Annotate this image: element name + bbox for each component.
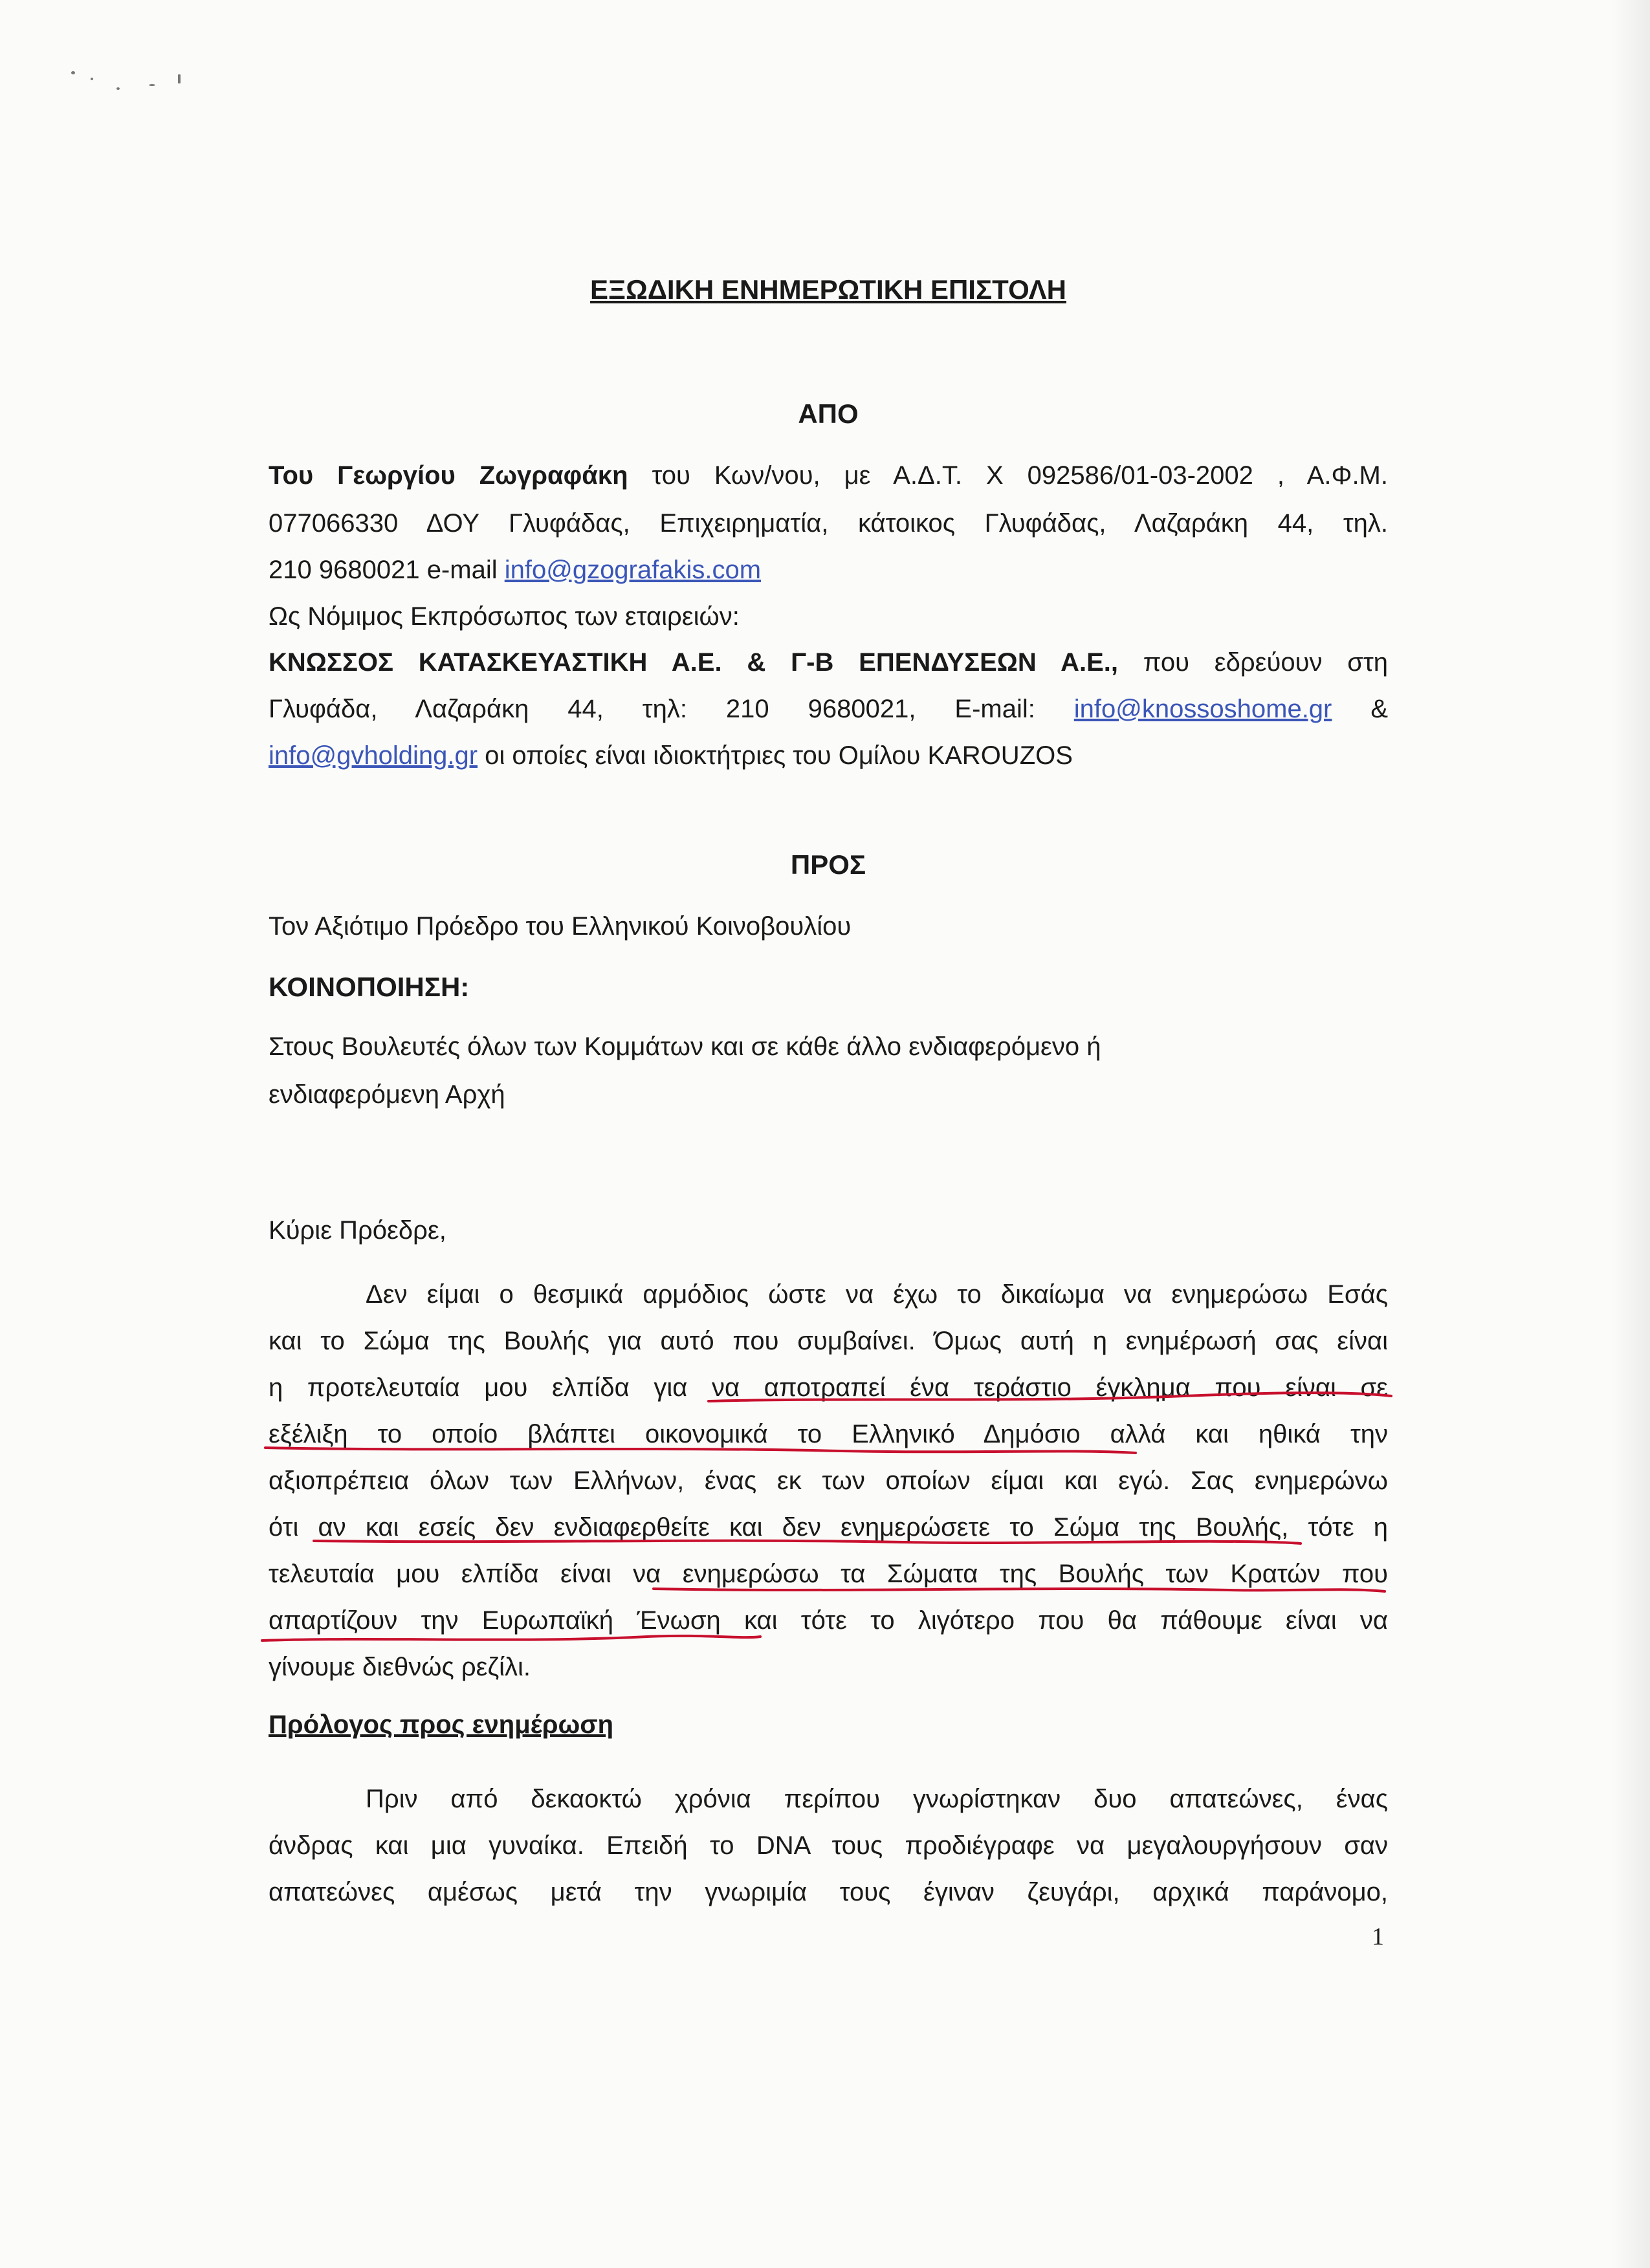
gvholding-email-link[interactable]: info@gvholding.gr [269,741,478,770]
cc-line-2: ενδιαφερόμενη Αρχή [269,1080,505,1109]
sender-line-1 [269,457,1388,494]
cc-line-1: Στους Βουλευτές όλων των Κομμάτων και σε κάθε άλλο ενδιαφερόμενο ή [269,1032,1101,1061]
scan-edge-shadow [1611,0,1650,2268]
company-names: ΚΝΩΣΣΟΣ ΚΑΤΑΣΚΕΥΑΣΤΙΚΗ Α.Ε. & Γ-Β ΕΠΕΝΔΥΣΕΩΝ Α.Ε., [269,648,1118,677]
sender-name: Του Γεωργίου Ζωγραφάκη [269,461,628,490]
sender-line-5 [269,644,1388,681]
body-line-2: και το Σώμα της Βουλής για αυτό που συμβαίνει. Όμως αυτή η ενημέρωσή σας είναι [269,1327,1388,1355]
sender-line-6 [269,691,1388,727]
body-line-7: τελευταία μου ελπίδα είναι να ενημερώσω τα Σώματα της Βουλής των Κρατών που [269,1560,1388,1588]
sender-email-link[interactable]: info@gzografakis.com [504,556,762,584]
section-heading: Πρόλογος προς ενημέρωση [269,1710,614,1739]
sender-line-3 [269,552,1388,588]
body-line-8: απαρτίζουν την Ευρωπαϊκή Ένωση και τότε το λιγότερο που θα πάθουμε είναι να [269,1606,1388,1635]
ampersand: & [1332,695,1389,723]
recipient: Τον Αξιότιμο Πρόεδρο του Ελληνικού Κοινοβουλίου [269,912,852,941]
cc-heading: ΚΟΙΝΟΠΟΙΗΣΗ: [269,972,470,1002]
body-line-6: ότι αν και εσείς δεν ενδιαφερθείτε και δεν ενημερώσετε το Σώμα της Βουλής, τότε η [269,1513,1388,1542]
company-seat: που εδρεύουν στη [1117,648,1389,677]
body-line-9: γίνουμε διεθνώς ρεζίλι. [269,1653,531,1681]
body-line-3: η προτελευταία μου ελπίδα για να αποτραπεί ένα τεράστιο έγκλημα που είναι σε [269,1373,1388,1402]
section-line-2: άνδρας και μια γυναίκα. Επειδή το DNA τους προδιέγραφε να μεγαλουργήσουν σαν [269,1831,1388,1860]
sender-details: του Κων/νου, με Α.Δ.Τ. Χ 092586/01-03-2002 , Α.Φ.Μ. [628,461,1388,490]
page-number: 1 [1372,1923,1384,1950]
from-heading: ΑΠΟ [798,398,859,429]
section-line-3: απατεώνες αμέσως μετά την γνωριμία τους έγιναν ζευγάρι, αρχικά παράνομο, [269,1878,1388,1906]
letter-title: ΕΞΩΔΙΚΗ ΕΝΗΜΕΡΩΤΙΚΗ ΕΠΙΣΤΟΛΗ [590,274,1066,305]
sender-line-4: Ως Νόμιμος Εκπρόσωπος των εταιρειών: [269,602,740,631]
group-ownership: οι οποίες είναι ιδιοκτήτριες του Ομίλου KAROUZOS [478,741,1073,770]
sender-line-2: 077066330 ΔΟΥ Γλυφάδας, Επιχειρηματία, κάτοικος Γλυφάδας, Λαζαράκη 44, τηλ. [269,509,1388,538]
to-heading: ΠΡΟΣ [790,849,866,880]
knossos-email-link[interactable]: info@knossoshome.gr [1073,695,1332,723]
body-line-1: Δεν είμαι ο θεσμικά αρμόδιος ώστε να έχω το δικαίωμα να ενημερώσω Εσάς [366,1280,1388,1309]
company-contact: Γλυφάδα, Λαζαράκη 44, τηλ: 210 9680021, E-mail: [269,695,1074,723]
body-line-4: εξέλιξη το οποίο βλάπτει οικονομικά το Ελληνικό Δημόσιο αλλά και ηθικά την [269,1420,1388,1448]
sender-phone: 210 9680021 e-mail [269,556,505,584]
sender-line-7 [269,737,1388,774]
salutation: Κύριε Πρόεδρε, [269,1216,446,1245]
section-line-1: Πριν από δεκαοκτώ χρόνια περίπου γνωρίστηκαν δυο απατεώνες, ένας [366,1785,1388,1813]
body-line-5: αξιοπρέπεια όλων των Ελλήνων, ένας εκ των οποίων είμαι και εγώ. Σας ενημερώνω [269,1467,1388,1495]
